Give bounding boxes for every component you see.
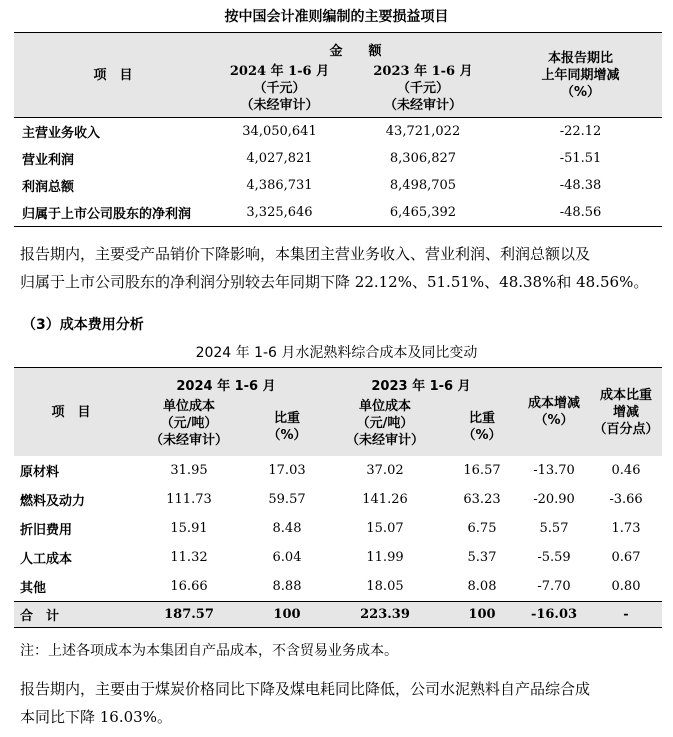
header-2023-line: 2023 年 1-6 月 <box>373 64 473 79</box>
table-row <box>14 485 662 514</box>
row-value-2024: 4,027,821 <box>246 151 313 166</box>
table-row <box>14 572 662 602</box>
cell-unit-cost-2024: 31.95 <box>170 463 208 478</box>
income-items-table <box>14 32 662 227</box>
header-group-2023: 2023 年 1-6 月 <box>371 378 471 394</box>
header-2024-line: 2024 年 1-6 月 <box>229 64 330 79</box>
cell-ratio-2023: 5.37 <box>467 550 497 565</box>
cell-unit-cost-2023: 11.99 <box>366 550 404 565</box>
cost-table <box>14 367 662 628</box>
total-row <box>14 602 662 628</box>
cell-cost-change: -7.70 <box>537 579 571 594</box>
row-value-2024: 4,386,731 <box>246 178 313 193</box>
cell-ratio-change: 1.73 <box>611 521 641 536</box>
row-change: -22.12 <box>559 124 602 139</box>
cell-cost-change: -20.90 <box>533 492 575 507</box>
header-line: （%） <box>534 413 574 428</box>
table-row <box>14 145 662 172</box>
table-row <box>14 172 662 199</box>
header-2024-line: （千元） <box>253 81 306 96</box>
cell-unit-cost-2024: 15.91 <box>170 521 208 536</box>
header-2024 <box>212 63 347 118</box>
header-item: 项 目 <box>14 33 212 118</box>
total-unit-cost-2023: 223.39 <box>324 602 446 628</box>
row-label: 归属于上市公司股东的净利润 <box>22 207 192 222</box>
total-cost-change: -16.03 <box>518 602 590 628</box>
cell-unit-cost-2023: 18.05 <box>366 579 404 594</box>
header-amount-group: 金 额 <box>329 43 382 59</box>
section-heading: （3）成本费用分析 <box>22 317 144 333</box>
header-line: （%） <box>267 428 307 443</box>
header-line: （未经审计） <box>149 433 228 448</box>
header-2024-line: （未经审计） <box>240 98 319 113</box>
row-value-2023: 8,306,827 <box>389 151 457 166</box>
header-line: 比重 <box>468 411 495 426</box>
cell-unit-cost-2024: 11.32 <box>170 550 208 565</box>
header-2023 <box>347 63 499 118</box>
row-change: -48.38 <box>559 178 602 193</box>
paragraph-cost <box>20 675 670 731</box>
cell-ratio-2023: 63.23 <box>463 492 501 507</box>
header-change-line: 本报告期比 <box>547 50 613 66</box>
header-line: 增减 <box>612 404 639 420</box>
header-2023-line: （未经审计） <box>383 98 462 113</box>
cell-ratio-2024: 6.04 <box>272 550 302 565</box>
cell-ratio-2023: 6.75 <box>467 521 497 536</box>
header-line: 成本增减 <box>527 396 580 411</box>
row-value-2023: 43,721,022 <box>385 124 461 139</box>
header-line: 比重 <box>273 411 300 426</box>
row-label: 营业利润 <box>22 153 75 168</box>
row-value-2024: 3,325,646 <box>246 205 313 220</box>
row-label: 其他 <box>20 581 47 596</box>
row-value-2023: 8,498,705 <box>389 178 457 193</box>
table-row <box>14 199 662 227</box>
cell-unit-cost-2023: 141.26 <box>362 492 408 507</box>
table-row <box>14 456 662 485</box>
cell-cost-change: -13.70 <box>533 463 575 478</box>
paragraph-line: 归属于上市公司股东的净利润分别较去年同期下降 22.12%、51.51%、48.38%和 48.56%。 <box>20 273 649 291</box>
header-ratio-2024 <box>250 398 324 456</box>
row-value-2023: 6,465,392 <box>389 205 457 220</box>
table1-title: 按中国会计准则编制的主要损益项目 <box>224 9 449 25</box>
header-group-2024: 2024 年 1-6 月 <box>176 378 276 394</box>
cell-ratio-2023: 16.57 <box>463 463 501 478</box>
header-unit-cost-2023 <box>324 398 446 456</box>
header-unit-cost-2024 <box>128 398 250 456</box>
cell-unit-cost-2023: 37.02 <box>366 463 404 478</box>
paragraph-income <box>20 240 670 296</box>
cell-unit-cost-2023: 15.07 <box>366 521 404 536</box>
cell-ratio-2024: 17.03 <box>268 463 306 478</box>
row-value-2024: 34,050,641 <box>242 124 317 139</box>
row-label: 利润总额 <box>22 180 75 195</box>
header-ratio-change <box>590 368 662 457</box>
total-ratio-change: - <box>590 602 662 628</box>
cell-ratio-2024: 8.48 <box>272 521 302 536</box>
row-label: 原材料 <box>20 465 60 480</box>
row-label: 折旧费用 <box>20 523 73 538</box>
paragraph-line: 报告期内，主要受产品销价下降影响，本集团主营业务收入、营业利润、利润总额以及 <box>20 245 591 263</box>
header-cost-change <box>518 368 590 457</box>
row-change: -48.56 <box>559 205 602 220</box>
row-change: -51.51 <box>559 151 602 166</box>
row-label: 人工成本 <box>20 552 73 567</box>
paragraph-line: 报告期内，主要由于煤炭价格同比下降及煤电耗同比降低，公司水泥熟料自产品综合成 <box>20 680 591 698</box>
header-2023-line: （千元） <box>396 81 449 96</box>
header-line: （未经审计） <box>345 433 424 448</box>
header-ratio-2023 <box>446 398 518 456</box>
header-item: 项 目 <box>51 404 91 420</box>
row-label: 燃料及动力 <box>20 494 86 509</box>
header-line: （百分点） <box>593 421 659 437</box>
cell-unit-cost-2024: 111.73 <box>166 492 212 507</box>
header-line: 单位成本 <box>358 399 411 414</box>
cell-ratio-change: 0.46 <box>611 463 641 478</box>
cell-cost-change: -5.59 <box>537 550 571 565</box>
cell-ratio-2024: 8.88 <box>272 579 302 594</box>
total-label: 合 计 <box>14 602 128 628</box>
total-ratio-2023: 100 <box>446 602 518 628</box>
footnote: 注：上述各项成本为本集团自产品成本，不含贸易业务成本。 <box>20 643 398 659</box>
cell-ratio-2024: 59.57 <box>268 492 306 507</box>
cell-cost-change: 5.57 <box>539 521 569 536</box>
table-row <box>14 543 662 572</box>
header-change-line: 上年同期增减 <box>541 67 620 83</box>
cell-ratio-change: 0.67 <box>611 550 641 565</box>
total-unit-cost-2024: 187.57 <box>128 602 250 628</box>
header-line: （%） <box>462 428 502 443</box>
row-label: 主营业务收入 <box>22 126 101 141</box>
cell-ratio-2023: 8.08 <box>467 579 497 594</box>
cell-unit-cost-2024: 16.66 <box>170 579 208 594</box>
header-line: 单位成本 <box>162 399 215 414</box>
header-line: （元/吨） <box>160 416 218 431</box>
header-change-line: （%） <box>560 84 601 100</box>
table-row <box>14 118 662 146</box>
header-line: （元/吨） <box>356 416 414 431</box>
cell-ratio-change: -3.66 <box>609 492 643 507</box>
cell-ratio-change: 0.80 <box>611 579 641 594</box>
paragraph-line: 本同比下降 16.03%。 <box>20 708 172 726</box>
total-ratio-2024: 100 <box>250 602 324 628</box>
table-row <box>14 514 662 543</box>
header-change <box>499 33 662 118</box>
table2-title: 2024 年 1-6 月水泥熟料综合成本及同比变动 <box>195 345 478 361</box>
header-line: 成本比重 <box>599 387 652 403</box>
